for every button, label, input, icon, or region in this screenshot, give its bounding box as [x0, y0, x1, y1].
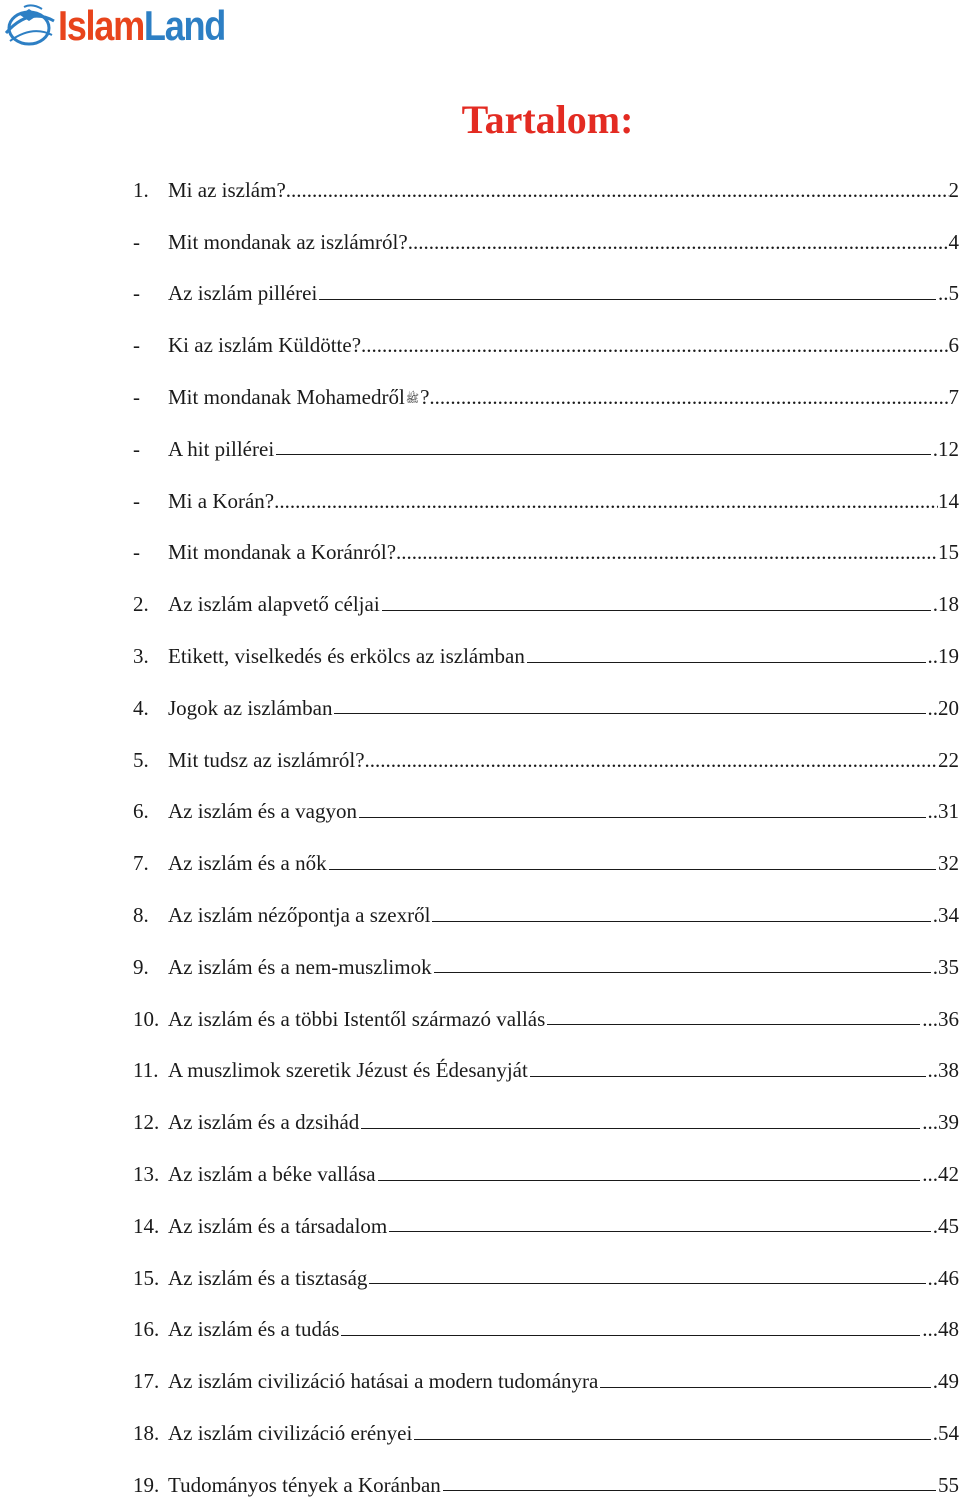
toc-entry-page-number: 39	[938, 1110, 959, 1135]
toc-entry-title	[168, 436, 274, 462]
brand-logo	[2, 2, 252, 50]
toc-entry-page	[928, 1057, 960, 1083]
toc-entry-page	[928, 798, 960, 824]
toc-entry-page	[938, 488, 959, 514]
toc-entry-title	[168, 798, 357, 824]
toc-entry[interactable]	[133, 268, 959, 320]
toc-entry-page	[949, 177, 960, 203]
toc-entry-page	[922, 1109, 959, 1135]
toc-entry-leader	[378, 1180, 921, 1181]
toc-entry[interactable]	[133, 578, 959, 630]
toc-entry-page-number: 15	[938, 540, 959, 565]
brand-name-part2: Land	[143, 2, 226, 49]
toc-entry[interactable]	[133, 889, 959, 941]
toc-entry-title-text: A muszlimok szeretik Jézust és Édesanyját	[168, 1058, 528, 1083]
toc-entry-title-text: Mit mondanak az iszlámról?	[168, 229, 408, 254]
toc-entry-page	[933, 436, 959, 462]
toc-entry[interactable]	[133, 475, 959, 527]
toc-entry-leader	[334, 713, 925, 714]
toc-entry-title-text: Az iszlám alapvető céljai	[168, 592, 380, 617]
toc-entry-title	[168, 1420, 412, 1446]
toc-entry-page-number: 49	[938, 1369, 959, 1394]
toc-entry[interactable]	[133, 527, 959, 579]
toc-entry[interactable]	[133, 1045, 959, 1097]
toc-entry-number: -	[133, 540, 140, 565]
toc-entry-title	[168, 643, 525, 669]
toc-entry[interactable]	[133, 1407, 959, 1459]
toc-entry-leader-tail: ..	[927, 695, 938, 720]
toc-entry-number: 11.	[133, 1058, 159, 1083]
toc-entry-page	[933, 1213, 959, 1239]
toc-entry-number: 8.	[133, 903, 149, 928]
toc-entry-title	[168, 177, 286, 203]
toc-entry-number: -	[133, 385, 140, 410]
toc-entry-leader-tail: .	[932, 903, 938, 928]
toc-entry-title	[168, 1368, 598, 1394]
toc-entry-leader	[429, 384, 948, 410]
toc-entry-leader-tail: .	[932, 436, 938, 461]
toc-entry-leader-tail: ..	[927, 799, 938, 824]
toc-entry[interactable]	[133, 682, 959, 734]
toc-entry-page-number: 32	[938, 851, 959, 876]
toc-entry-page	[933, 902, 959, 928]
toc-entry[interactable]	[133, 734, 959, 786]
toc-entry-page	[949, 332, 960, 358]
toc-entry-leader	[547, 1024, 920, 1025]
toc-entry-leader	[600, 1387, 930, 1388]
toc-entry-number: -	[133, 281, 140, 306]
toc-entry-title	[168, 747, 365, 773]
toc-entry-leader-tail: ...	[922, 1006, 938, 1031]
toc-entry-title-text: Az iszlám és a nők	[168, 851, 327, 876]
toc-entry-title	[168, 1006, 545, 1032]
toc-entry-number: 13.	[133, 1162, 160, 1187]
toc-entry-number: 4.	[133, 695, 149, 720]
toc-entry-page-number: 5	[948, 281, 959, 306]
toc-entry-title-text: A hit pillérei	[168, 436, 275, 461]
toc-entry-page	[938, 539, 959, 565]
toc-entry-title-text: Az iszlám és a tisztaság	[168, 1265, 368, 1290]
toc-entry-page-number: 45	[938, 1213, 959, 1238]
toc-entry-title	[168, 332, 361, 358]
toc-entry-title	[168, 229, 408, 255]
toc-entry-title	[168, 591, 380, 617]
toc-entry-title	[168, 902, 430, 928]
table-of-contents	[133, 164, 959, 1511]
toc-entry-page	[949, 229, 960, 255]
toc-entry-leader-tail: .	[932, 954, 938, 979]
toc-entry-page	[938, 1472, 959, 1498]
toc-entry-title	[168, 1109, 359, 1135]
toc-entry-leader	[443, 1490, 936, 1491]
toc-entry-page	[922, 1316, 959, 1342]
toc-entry-page	[938, 280, 959, 306]
toc-entry-leader	[369, 1283, 925, 1284]
brand-name-part1: Islam	[58, 2, 144, 49]
toc-entry-leader	[530, 1076, 926, 1077]
toc-entry-leader-tail: .	[932, 1369, 938, 1394]
toc-entry-page	[938, 850, 959, 876]
toc-entry-title-text: Az iszlám és a dzsihád	[168, 1110, 360, 1135]
toc-entry-title-text: Az iszlám pillérei	[168, 281, 318, 306]
toc-entry-leader	[329, 869, 936, 870]
toc-entry-leader-tail: ..	[927, 1265, 938, 1290]
toc-entry-page	[933, 591, 959, 617]
toc-entry-number: -	[133, 229, 140, 254]
toc-entry-page	[933, 1420, 959, 1446]
toc-entry-leader	[361, 1128, 920, 1129]
toc-entry-number: 16.	[133, 1317, 160, 1342]
toc-entry-number: 10.	[133, 1006, 160, 1031]
toc-entry-title	[168, 1265, 367, 1291]
toc-entry[interactable]	[133, 164, 959, 216]
toc-entry-title	[168, 695, 332, 721]
toc-entry[interactable]	[133, 1355, 959, 1407]
toc-entry-title-text: Mi a Korán?	[168, 488, 275, 513]
toc-entry-leader	[359, 817, 926, 818]
toc-entry-page-number: 6	[948, 333, 959, 358]
toc-entry-page-number: 34	[938, 903, 959, 928]
toc-entry-leader	[319, 299, 936, 300]
toc-entry[interactable]	[133, 993, 959, 1045]
toc-entry-leader-tail: .	[932, 592, 938, 617]
toc-entry[interactable]	[133, 1459, 959, 1511]
toc-entry-leader-tail: ...	[922, 1317, 938, 1342]
toc-entry-number: 1.	[133, 177, 149, 202]
toc-entry-number: 14.	[133, 1213, 160, 1238]
toc-entry-number: 15.	[133, 1265, 160, 1290]
toc-entry-title-text: Az iszlám civilizáció erényei	[168, 1421, 413, 1446]
toc-entry-page	[933, 954, 959, 980]
toc-entry-page	[928, 1265, 960, 1291]
toc-entry-title	[168, 954, 432, 980]
toc-entry-title-text: Az iszlám a béke vallása	[168, 1162, 376, 1187]
toc-entry[interactable]	[133, 837, 959, 889]
toc-entry-page	[922, 1161, 959, 1187]
toc-entry-leader	[276, 454, 931, 455]
toc-entry-page-number: 2	[948, 177, 959, 202]
toc-entry-number: 9.	[133, 954, 149, 979]
toc-entry-title	[168, 1213, 387, 1239]
toc-entry-leader	[286, 177, 949, 203]
toc-entry-title-text: Etikett, viselkedés és erkölcs az iszlámban	[168, 644, 525, 669]
toc-entry-title	[168, 1057, 528, 1083]
toc-entry[interactable]	[133, 1148, 959, 1200]
toc-entry-leader-tail: ..	[938, 281, 949, 306]
toc-entry-page-number: 48	[938, 1317, 959, 1342]
toc-entry-leader-tail: .	[932, 1421, 938, 1446]
toc-entry-page-number: 20	[938, 695, 959, 720]
toc-entry-page-number: 46	[938, 1265, 959, 1290]
toc-entry[interactable]	[133, 1096, 959, 1148]
toc-entry-title-text: Az iszlám civilizáció hatásai a modern tudományra	[168, 1369, 599, 1394]
toc-entry-leader	[365, 747, 938, 773]
toc-entry[interactable]	[133, 319, 959, 371]
toc-entry-title	[168, 1472, 441, 1498]
toc-entry[interactable]	[133, 1304, 959, 1356]
toc-entry[interactable]	[133, 1200, 959, 1252]
toc-entry-leader-tail: ...	[922, 1162, 938, 1187]
toc-entry-title-text: Az iszlám és a tudás	[168, 1317, 340, 1342]
toc-entry-title-text: Az iszlám és a nem-muszlimok	[168, 954, 432, 979]
toc-entry-page-number: 36	[938, 1006, 959, 1031]
toc-entry-number: 7.	[133, 851, 149, 876]
toc-entry[interactable]	[133, 371, 959, 423]
toc-entry[interactable]	[133, 423, 959, 475]
brand-name	[58, 2, 226, 49]
pbuh-honorific: ﷺ	[405, 393, 420, 406]
toc-entry-page-number: 38	[938, 1058, 959, 1083]
toc-entry-leader-tail: ..	[927, 644, 938, 669]
toc-entry[interactable]	[133, 630, 959, 682]
toc-entry-page	[933, 1368, 959, 1394]
toc-entry-leader	[527, 662, 926, 663]
toc-entry-title-text: Az iszlám és a többi Istentől származó vallás	[168, 1006, 546, 1031]
toc-entry-number: 3.	[133, 644, 149, 669]
toc-entry-leader	[382, 610, 931, 611]
toc-entry-number: 2.	[133, 592, 149, 617]
toc-entry[interactable]	[133, 216, 959, 268]
toc-entry-leader	[396, 539, 938, 565]
toc-entry-page	[928, 695, 960, 721]
toc-entry-title-text: Az iszlám és a társadalom	[168, 1213, 388, 1238]
toc-entry-page	[928, 643, 960, 669]
toc-entry-title-text: Mi az iszlám?	[168, 177, 286, 202]
toc-entry-title	[168, 1161, 376, 1187]
toc-entry[interactable]	[133, 941, 959, 993]
toc-entry-number: 18.	[133, 1421, 160, 1446]
toc-entry-number: 5.	[133, 747, 149, 772]
toc-entry-number: -	[133, 333, 140, 358]
toc-entry[interactable]	[133, 786, 959, 838]
toc-entry-number: -	[133, 436, 140, 461]
toc-entry-title-text: Mit mondanak Mohamedről	[168, 385, 405, 410]
toc-entry-page-number: 18	[938, 592, 959, 617]
toc-entry-page	[938, 747, 959, 773]
toc-entry-page-number: 12	[938, 436, 959, 461]
toc-entry-title-suffix: ?	[420, 385, 430, 410]
toc-entry-page-number: 55	[938, 1472, 959, 1497]
toc-entry-page	[922, 1006, 959, 1032]
toc-entry-title	[168, 488, 274, 514]
toc-entry-number: 12.	[133, 1110, 160, 1135]
toc-entry-leader	[341, 1335, 920, 1336]
toc-entry-page-number: 42	[938, 1162, 959, 1187]
toc-entry-leader	[432, 921, 930, 922]
toc-entry-leader-tail: ..	[927, 1058, 938, 1083]
toc-entry-page-number: 54	[938, 1421, 959, 1446]
toc-entry-leader	[274, 488, 938, 514]
toc-entry-title-text: Az iszlám nézőpontja a szexről	[168, 903, 431, 928]
toc-entry-title-text: Mit tudsz az iszlámról?	[168, 747, 365, 772]
toc-entry-page-number: 7	[948, 385, 959, 410]
toc-entry-leader	[434, 972, 931, 973]
toc-entry-title-text: Az iszlám és a vagyon	[168, 799, 357, 824]
page-title: Tartalom:	[461, 97, 634, 142]
globe-book-icon	[2, 3, 56, 49]
toc-entry-page-number: 19	[938, 644, 959, 669]
toc-entry-page	[949, 384, 960, 410]
toc-entry-title-text: Mit mondanak a Koránról?	[168, 540, 397, 565]
toc-entry-number: 17.	[133, 1369, 160, 1394]
toc-entry-title	[168, 539, 396, 565]
toc-entry[interactable]	[133, 1252, 959, 1304]
toc-entry-title-text: Jogok az iszlámban	[168, 695, 333, 720]
toc-entry-page-number: 4	[948, 229, 959, 254]
toc-entry-page-number: 22	[938, 747, 959, 772]
toc-entry-number: -	[133, 488, 140, 513]
toc-entry-title	[168, 1316, 339, 1342]
toc-entry-title	[168, 850, 327, 876]
toc-entry-number: 19.	[133, 1472, 160, 1497]
toc-entry-leader-tail: ...	[922, 1110, 938, 1135]
toc-entry-leader	[408, 229, 949, 255]
toc-entry-leader-tail: .	[932, 1213, 938, 1238]
toc-entry-leader	[414, 1439, 930, 1440]
toc-entry-page-number: 35	[938, 954, 959, 979]
toc-entry-leader	[361, 332, 948, 358]
toc-entry-title	[168, 280, 317, 306]
toc-entry-page-number: 14	[938, 488, 959, 513]
toc-entry-title-text: Tudományos tények a Koránban	[168, 1472, 441, 1497]
toc-entry-page-number: 31	[938, 799, 959, 824]
toc-entry-number: 6.	[133, 799, 149, 824]
toc-entry-leader	[389, 1231, 931, 1232]
toc-entry-title	[168, 384, 429, 410]
toc-entry-title-text: Ki az iszlám Küldötte?	[168, 333, 362, 358]
